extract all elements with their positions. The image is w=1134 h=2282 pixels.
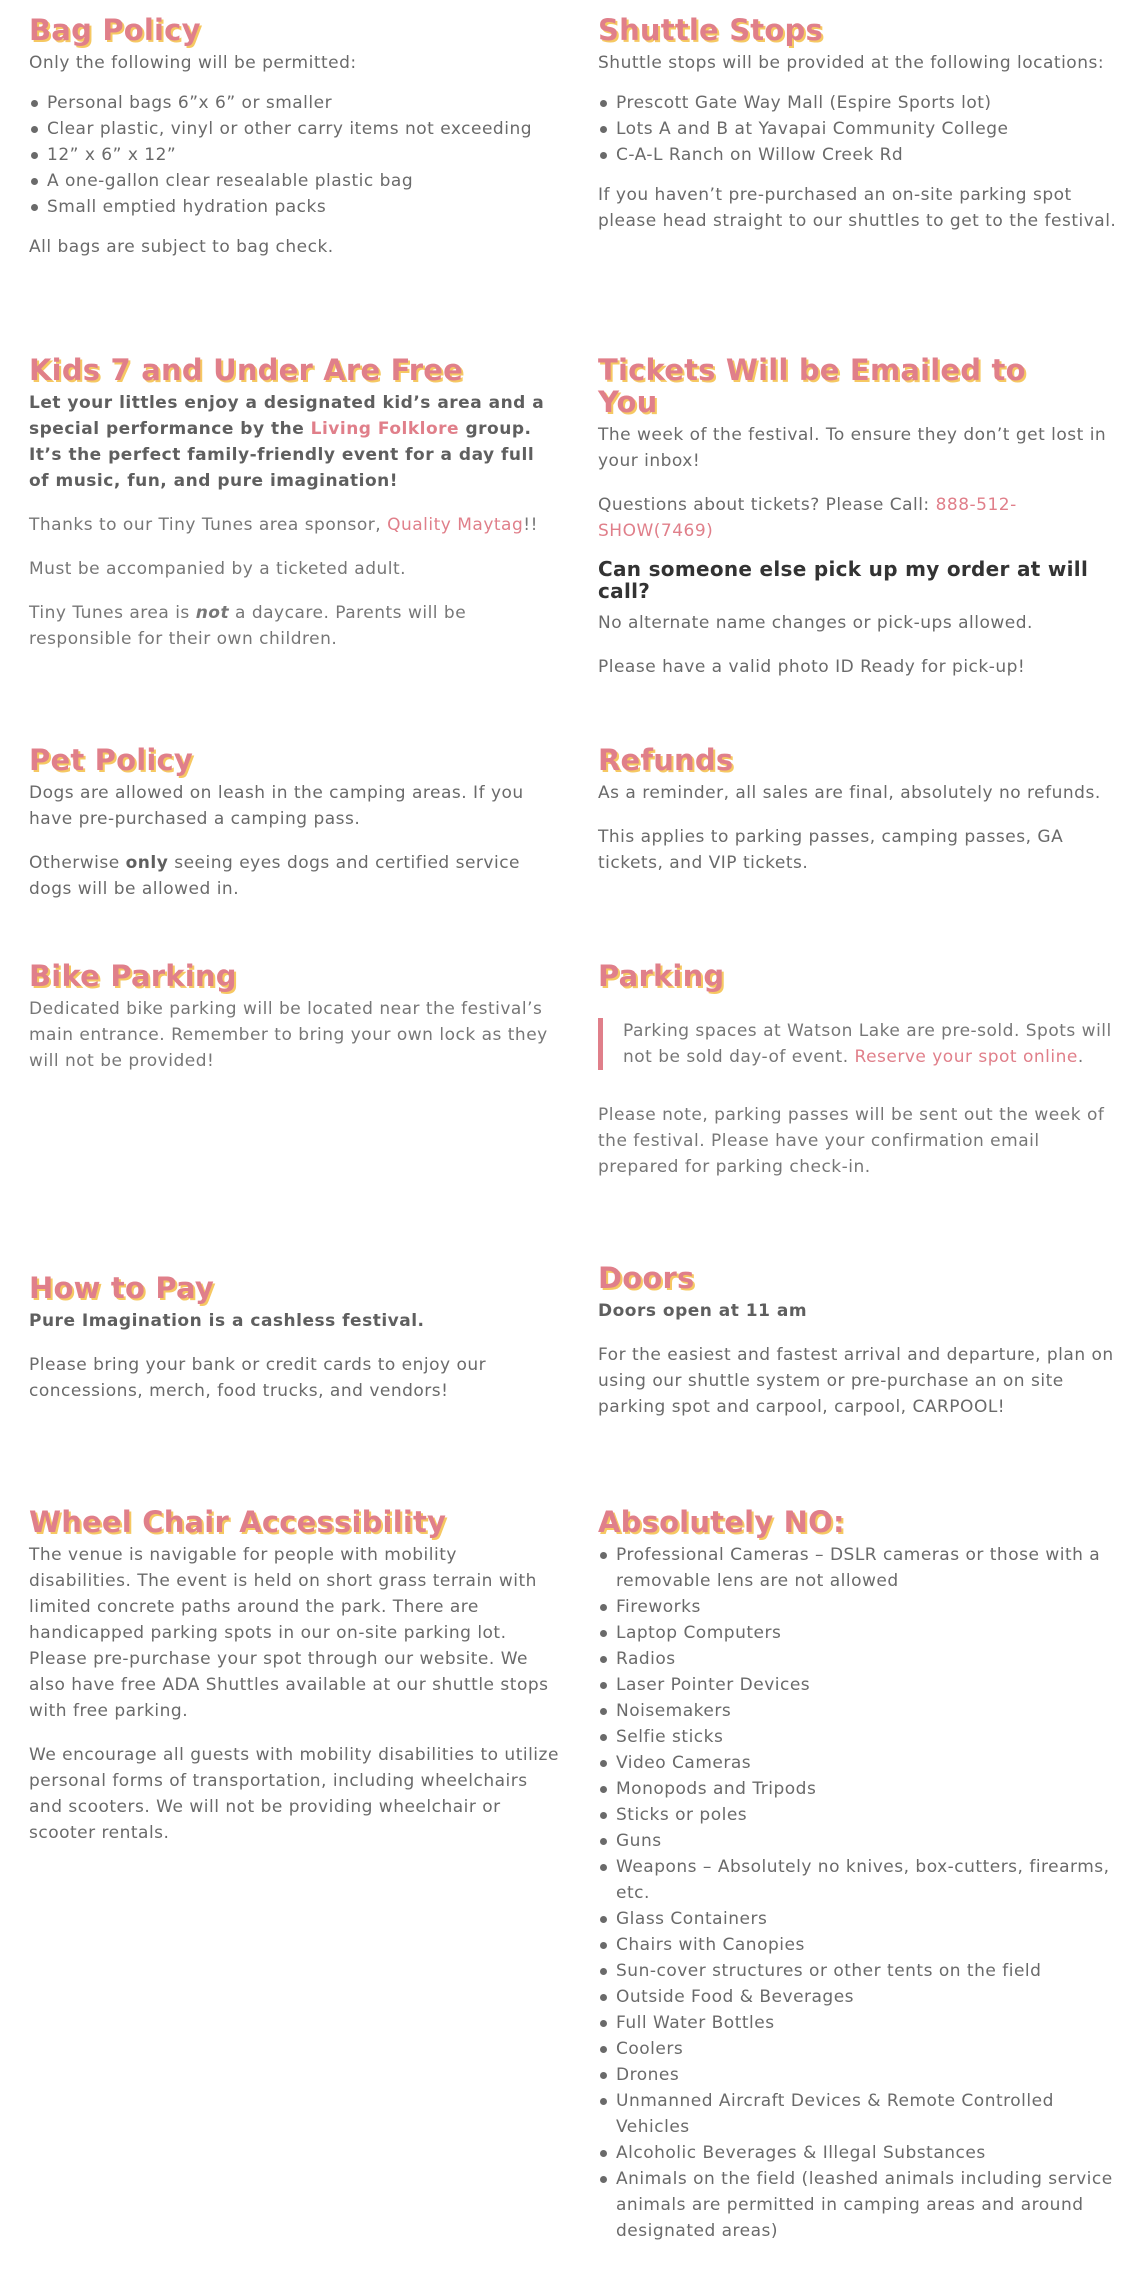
pet-policy-p2	[29, 850, 559, 902]
bag-policy-list	[29, 90, 559, 220]
quality-maytag-link[interactable]: Quality Maytag	[387, 515, 524, 535]
list-item: Outside Food & Beverages	[616, 1984, 1118, 2010]
refunds-p1: As a reminder, all sales are final, absolutely no refunds.	[598, 783, 1101, 803]
shuttle-stops-footer: If you haven’t pre-purchased an on-site parking spot please head straight to our shuttles to get to the festival.	[598, 185, 1117, 231]
sponsor-text-2: !!	[523, 515, 538, 535]
list-item: Clear plastic, vinyl or other carry items not exceeding	[47, 116, 559, 142]
list-item: Alcoholic Beverages & Illegal Substances	[616, 2140, 1118, 2166]
list-item: Laptop Computers	[616, 1620, 1118, 1646]
bike-parking-p1: Dedicated bike parking will be located near the festival’s main entrance. Remember to bring your own lock as they will not be provided!	[29, 999, 548, 1071]
bag-policy-intro: Only the following will be permitted:	[29, 53, 357, 73]
list-item: Unmanned Aircraft Devices & Remote Controlled Vehicles	[616, 2088, 1118, 2140]
how-to-pay-lead: Pure Imagination is a cashless festival.	[29, 1311, 425, 1331]
tickets-week: The week of the festival. To ensure they don’t get lost in your inbox!	[598, 425, 1107, 471]
refunds-heading: Refunds	[598, 743, 734, 777]
list-item: Coolers	[616, 2036, 1118, 2062]
doors-p1: For the easiest and fastest arrival and departure, plan on using our shuttle system or pre-purchase an on site parking spot and carpool, carpool, CARPOOL!	[598, 1345, 1114, 1417]
list-item: Guns	[616, 1828, 1118, 1854]
daycare-emphasis: not	[195, 603, 230, 623]
daycare-text-2: a daycare. Parents will be responsible for their own children.	[29, 603, 467, 649]
list-item: Video Cameras	[616, 1750, 1118, 1776]
reserve-spot-link[interactable]: Reserve your spot online	[854, 1047, 1078, 1067]
quote-text-2: .	[1077, 1047, 1084, 1067]
list-item: Monopods and Tripods	[616, 1776, 1118, 1802]
doors-heading: Doors	[598, 1261, 695, 1295]
kids-sponsor	[29, 512, 559, 538]
list-item: Fireworks	[616, 1594, 1118, 1620]
quote-text: Parking spaces at Watson Lake are pre-sold. Spots will not be sold day-of event.	[623, 1021, 1112, 1067]
pet-policy-section	[29, 744, 559, 902]
kids-accompany: Must be accompanied by a ticketed adult.	[29, 559, 407, 579]
wheelchair-heading: Wheel Chair Accessibility	[29, 1505, 447, 1539]
refunds-section	[598, 744, 1118, 876]
shuttle-stops-section	[598, 14, 1118, 234]
wheelchair-p1: The venue is navigable for people with mobility disabilities. The event is held on short grass terrain with limited concrete paths around the park. There are handicapped parking spots in our on-site parking lot. Please pre-purchase your spot through our website. We also have free ADA Shuttles available at our shuttle stops with free parking.	[29, 1545, 549, 1721]
daycare-text: Tiny Tunes area is	[29, 603, 196, 623]
refunds-p2: This applies to parking passes, camping passes, GA tickets, and VIP tickets.	[598, 827, 1064, 873]
shuttle-stops-list	[598, 90, 1118, 168]
wheelchair-p2: We encourage all guests with mobility disabilities to utilize personal forms of transportation, including wheelchairs and scooters. We will not be providing wheelchair or scooter rentals.	[29, 1745, 559, 1843]
list-item: A one-gallon clear resealable plastic bag	[47, 168, 559, 194]
tickets-heading: Tickets Will be Emailed to You	[598, 353, 1026, 419]
parking-section	[598, 960, 1118, 1180]
living-folklore-link[interactable]: Living Folklore	[310, 419, 460, 439]
how-to-pay-heading: How to Pay	[29, 1271, 215, 1305]
list-item: Lots A and B at Yavapai Community College	[616, 116, 1118, 142]
how-to-pay-p1: Please bring your bank or credit cards to enjoy our concessions, merch, food trucks, and vendors!	[29, 1355, 487, 1401]
phone-link[interactable]: 888-512-SHOW(7469)	[598, 495, 1017, 541]
absolutely-no-heading: Absolutely NO:	[598, 1505, 845, 1539]
list-item: Animals on the field (leashed animals including service animals are permitted in camping areas and around designated areas)	[616, 2166, 1118, 2244]
questions-text: Questions about tickets? Please Call:	[598, 495, 936, 515]
wheelchair-section	[29, 1506, 559, 1846]
bike-parking-heading: Bike Parking	[29, 959, 237, 993]
pet-text-2: seeing eyes dogs and certified service dogs will be allowed in.	[29, 853, 521, 899]
sponsor-text: Thanks to our Tiny Tunes area sponsor,	[29, 515, 388, 535]
tickets-no-changes: No alternate name changes or pick-ups allowed.	[598, 613, 1033, 633]
pet-bold: only	[125, 853, 169, 873]
pet-policy-heading: Pet Policy	[29, 743, 194, 777]
parking-quote-text	[623, 1018, 1118, 1070]
list-item: Weapons – Absolutely no knives, box-cutters, firearms, etc.	[616, 1854, 1118, 1906]
kids-daycare	[29, 600, 559, 652]
list-item: Small emptied hydration packs	[47, 194, 559, 220]
list-item: Sticks or poles	[616, 1802, 1118, 1828]
tickets-section	[598, 354, 1118, 680]
bag-policy-heading: Bag Policy	[29, 13, 201, 47]
pet-text: Otherwise	[29, 853, 126, 873]
doors-lead: Doors open at 11 am	[598, 1301, 808, 1321]
list-item: Noisemakers	[616, 1698, 1118, 1724]
kids-heading: Kids 7 and Under Are Free	[29, 353, 463, 387]
kids-lead-text: Let your littles enjoy a designated kid’s area and a special performance by the	[29, 393, 545, 439]
kids-lead-text-2: group. It’s the perfect family-friendly event for a day full of music, fun, and pure imagination!	[29, 419, 535, 491]
absolutely-no-section	[598, 1506, 1118, 2258]
tickets-questions	[598, 492, 1118, 544]
parking-note: Please note, parking passes will be sent out the week of the festival. Please have your confirmation email prepared for parking check-in.	[598, 1105, 1105, 1177]
list-item: C-A-L Ranch on Willow Creek Rd	[616, 142, 1118, 168]
list-item: Full Water Bottles	[616, 2010, 1118, 2036]
bag-policy-footer: All bags are subject to bag check.	[29, 237, 334, 257]
list-item: Chairs with Canopies	[616, 1932, 1118, 1958]
will-call-subheading: Can someone else pick up my order at will call?	[598, 557, 1089, 603]
list-item: 12” x 6” x 12”	[47, 142, 559, 168]
list-item: Prescott Gate Way Mall (Espire Sports lot)	[616, 90, 1118, 116]
list-item: Glass Containers	[616, 1906, 1118, 1932]
bag-policy-section	[29, 14, 559, 260]
how-to-pay-section	[29, 1272, 559, 1404]
bike-parking-section	[29, 960, 559, 1074]
parking-blockquote	[598, 1018, 1118, 1070]
list-item: Personal bags 6”x 6” or smaller	[47, 90, 559, 116]
tickets-photo-id: Please have a valid photo ID Ready for pick-up!	[598, 657, 1026, 677]
list-item: Laser Pointer Devices	[616, 1672, 1118, 1698]
list-item: Radios	[616, 1646, 1118, 1672]
kids-section	[29, 354, 559, 652]
parking-heading: Parking	[598, 959, 725, 993]
list-item: Selfie sticks	[616, 1724, 1118, 1750]
doors-section	[598, 1262, 1118, 1420]
pet-policy-p1: Dogs are allowed on leash in the camping areas. If you have pre-purchased a camping pass.	[29, 783, 524, 829]
shuttle-stops-intro: Shuttle stops will be provided at the following locations:	[598, 53, 1105, 73]
list-item: Sun-cover structures or other tents on the field	[616, 1958, 1118, 1984]
list-item: Drones	[616, 2062, 1118, 2088]
list-item: Professional Cameras – DSLR cameras or those with a removable lens are not allowed	[616, 1542, 1118, 1594]
kids-lead	[29, 390, 559, 494]
prohibited-items-list	[598, 1542, 1118, 2244]
shuttle-stops-heading: Shuttle Stops	[598, 13, 823, 47]
